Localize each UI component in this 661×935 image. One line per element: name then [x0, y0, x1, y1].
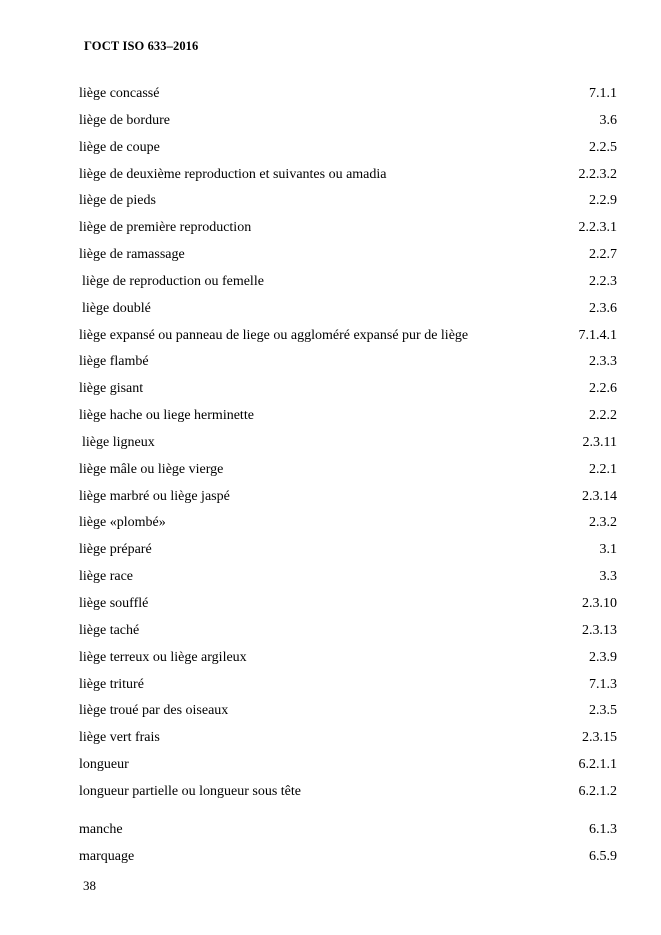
- index-reference: 3.6: [599, 113, 617, 128]
- index-term: liège terreux ou liège argileux: [79, 650, 247, 665]
- index-entry: [79, 567, 619, 587]
- index-term: liège préparé: [79, 542, 152, 557]
- index-term: liège de ramassage: [79, 247, 185, 262]
- index-reference: 2.3.11: [582, 435, 617, 450]
- index-reference: 3.3: [599, 569, 617, 584]
- index-reference: 2.2.9: [589, 193, 617, 208]
- index-entry: [79, 406, 619, 426]
- index-entry: [79, 513, 619, 533]
- index-term: liège de pieds: [79, 193, 156, 208]
- index-reference: 3.1: [599, 542, 617, 557]
- index-reference: 2.2.2: [589, 408, 617, 423]
- index-term: liège expansé ou panneau de liege ou aggloméré expansé pur de liège: [79, 328, 469, 343]
- index-term: liège vert frais: [79, 730, 160, 745]
- index-reference: 2.2.1: [589, 462, 617, 477]
- index-reference: 7.1.3: [589, 677, 617, 692]
- index-entry: [79, 460, 619, 480]
- index-term: liège mâle ou liège vierge: [79, 462, 224, 477]
- index-entry: [79, 218, 619, 238]
- index-entry: [79, 138, 619, 158]
- index-term: liège ligneux: [82, 435, 155, 450]
- index-entry: [79, 191, 619, 211]
- index-entry: [79, 165, 619, 185]
- index-entry: [79, 299, 619, 319]
- index-entry: [79, 648, 619, 668]
- index-reference: 2.3.6: [589, 301, 617, 316]
- index-entry: [79, 540, 619, 560]
- index-reference: 2.3.10: [582, 596, 617, 611]
- index-term: marquage: [79, 849, 135, 864]
- index-term: liège de première reproduction: [79, 220, 252, 235]
- index-term: manche: [79, 822, 123, 837]
- index-term: liège de reproduction ou femelle: [82, 274, 264, 289]
- index-term: longueur partielle ou longueur sous tête: [79, 784, 301, 799]
- index-entry: [79, 594, 619, 614]
- index-reference: 7.1.4.1: [578, 328, 617, 343]
- index-term: liège soufflé: [79, 596, 149, 611]
- index-term: liège trituré: [79, 677, 144, 692]
- index-entry: [79, 245, 619, 265]
- index-entry: [79, 782, 619, 802]
- document-header: [84, 39, 198, 54]
- index-term: liège de coupe: [79, 140, 160, 155]
- index-reference: 2.2.6: [589, 381, 617, 396]
- index-term: liège hache ou liege herminette: [79, 408, 254, 423]
- index-entry: [79, 272, 619, 292]
- index-reference: 6.5.9: [589, 849, 617, 864]
- index-reference: 6.2.1.1: [578, 757, 617, 772]
- index-reference: 7.1.1: [589, 86, 617, 101]
- index-term: longueur: [79, 757, 129, 772]
- index-term: liège concassé: [79, 86, 160, 101]
- index-reference: 2.3.9: [589, 650, 617, 665]
- index-term: liège doublé: [82, 301, 151, 316]
- index-entry: [79, 379, 619, 399]
- index-reference: 6.2.1.2: [578, 784, 617, 799]
- index-term: liège race: [79, 569, 134, 584]
- index-term: liège troué par des oiseaux: [79, 703, 229, 718]
- index-entry: [79, 621, 619, 641]
- index-term: liège marbré ou liège jaspé: [79, 489, 230, 504]
- index-entry: [79, 352, 619, 372]
- index-reference: 2.3.3: [589, 354, 617, 369]
- index-reference: 2.2.5: [589, 140, 617, 155]
- index-entry: [79, 755, 619, 775]
- index-entry: [79, 326, 619, 346]
- index-reference: 2.3.13: [582, 623, 617, 638]
- index-entry: [79, 847, 619, 867]
- index-term: liège gisant: [79, 381, 144, 396]
- index-entry: [79, 433, 619, 453]
- index-reference: 2.2.3: [589, 274, 617, 289]
- index-reference: 2.3.5: [589, 703, 617, 718]
- index-term: liège «plombé»: [79, 515, 166, 530]
- index-term: liège de bordure: [79, 113, 170, 128]
- index-reference: 2.2.3.2: [578, 167, 617, 182]
- page-number: 38: [83, 878, 96, 893]
- standard-code: ГОСТ ISO 633–2016: [84, 39, 199, 53]
- index-entry: [79, 728, 619, 748]
- index-reference: 6.1.3: [589, 822, 617, 837]
- index-entry: [79, 820, 619, 840]
- index-entry: [79, 111, 619, 131]
- page-footer: [83, 878, 96, 894]
- index-entry: [79, 675, 619, 695]
- index-entry: [79, 84, 619, 104]
- index-term: liège taché: [79, 623, 140, 638]
- index-term: liège flambé: [79, 354, 149, 369]
- index-entry: [79, 701, 619, 721]
- index-reference: 2.2.3.1: [578, 220, 617, 235]
- index-reference: 2.2.7: [589, 247, 617, 262]
- index-reference: 2.3.14: [582, 489, 617, 504]
- index-reference: 2.3.15: [582, 730, 617, 745]
- index-entry: [79, 487, 619, 507]
- index-reference: 2.3.2: [589, 515, 617, 530]
- index-term: liège de deuxième reproduction et suivantes ou amadia: [79, 167, 387, 182]
